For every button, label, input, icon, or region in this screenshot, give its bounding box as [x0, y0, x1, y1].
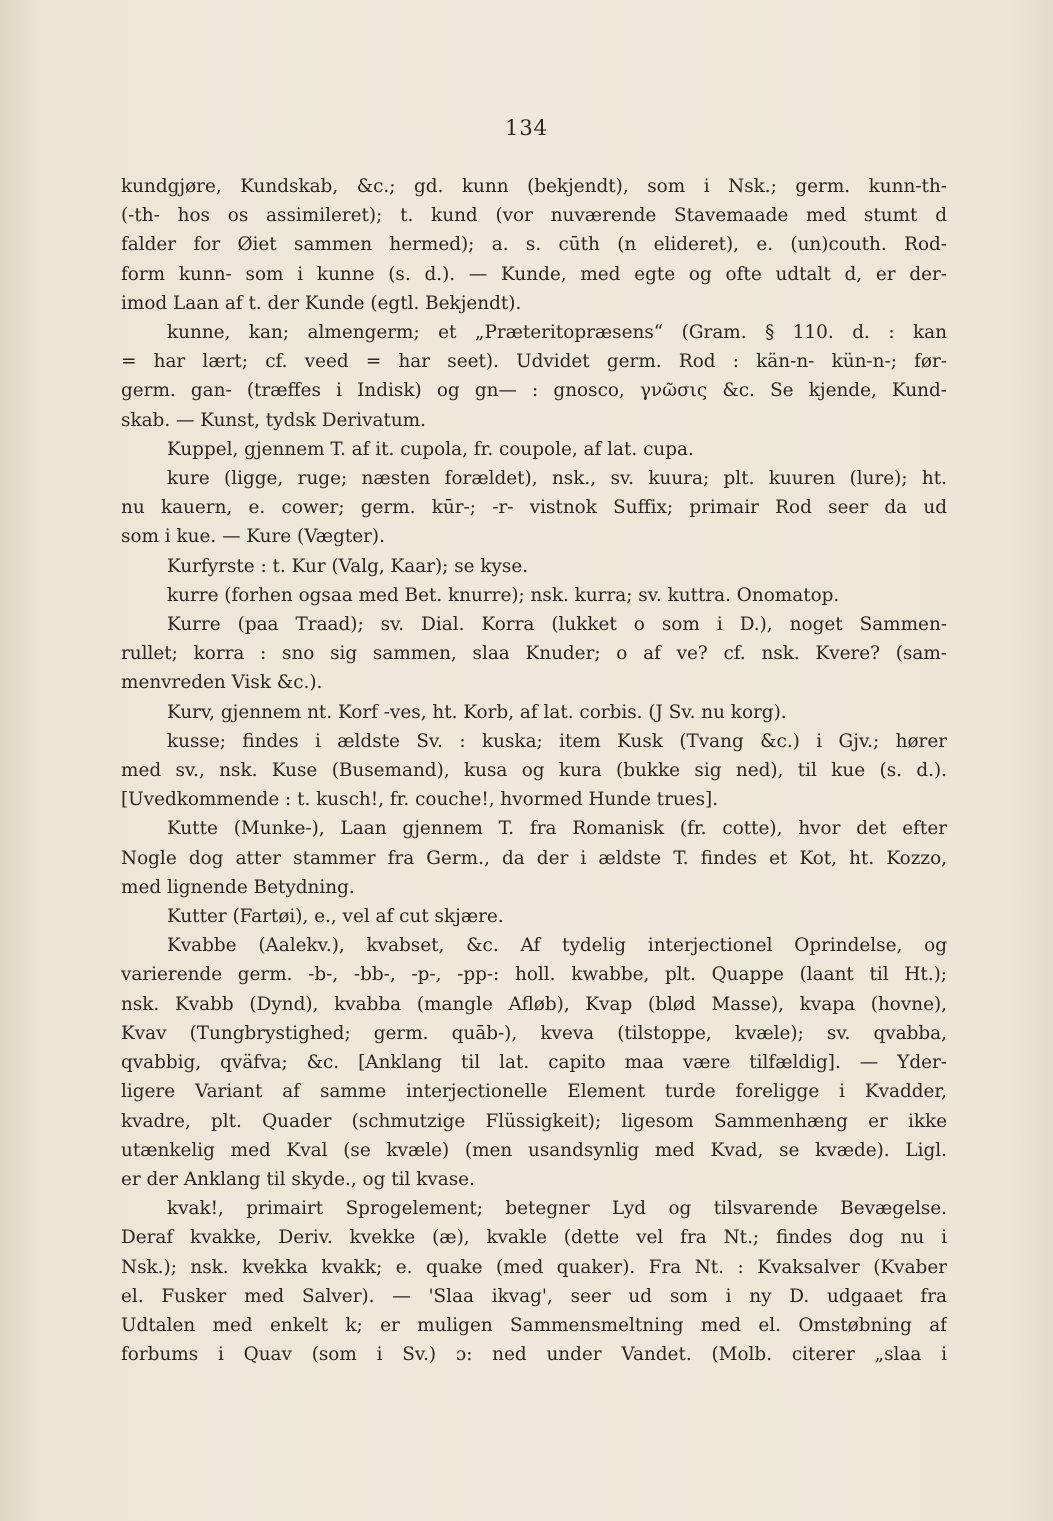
text-line: Nogle dog atter stammer fra Germ., da der i ældste T. findes et Kot, ht. Kozzo, — [121, 847, 947, 869]
text-line: [Uvedkommende : t. kusch!, fr. couche!, hvormed Hunde trues]. — [121, 789, 719, 811]
text-line: Kvav (Tungbrystighed; germ. quāb-), kveva (tilstoppe, kvæle); sv. qvabba, — [121, 1022, 947, 1044]
text-line: Kurre (paa Traad); sv. Dial. Korra (lukket o som i D.), noget Sammen- — [167, 614, 947, 636]
text-line: falder for Øiet sammen hermed); a. s. cūth (n elideret), e. (un)couth. Rod- — [121, 234, 947, 256]
entry-text-block — [121, 172, 947, 1369]
text-line: kvadre, plt. Quader (schmutzige Flüssigkeit); ligesom Sammenhæng er ikke — [121, 1110, 947, 1132]
text-line: kunne, kan; almengerm; et „Præteritopræsens“ (Gram. § 110. d. : kan — [167, 322, 947, 344]
text-line: kusse; findes i ældste Sv. : kuska; item Kusk (Tvang &c.) i Gjv.; hører — [167, 730, 947, 752]
text-line: Deraf kvakke, Deriv. kvekke (æ), kvakle (dette vel fra Nt.; findes dog nu i — [121, 1227, 947, 1249]
text-line: (-th- hos os assimileret); t. kund (vor nuværende Stavemaade med stumt d — [121, 205, 947, 227]
text-line: med lignende Betydning. — [121, 876, 355, 898]
text-line: Kutte (Munke-), Laan gjennem T. fra Romanisk (fr. cotte), hvor det efter — [167, 818, 947, 840]
text-line: kvak!, primairt Sprogelement; betegner Lyd og tilsvarende Bevægelse. — [167, 1198, 947, 1220]
text-line: varierende germ. -b-, -bb-, -p-, -pp-: holl. kwabbe, plt. Quappe (laant til Ht.); — [121, 964, 947, 986]
text-line: imod Laan af t. der Kunde (egtl. Bekjendt). — [121, 292, 522, 314]
text-line: nsk. Kvabb (Dynd), kvabba (mangle Afløb), Kvap (blød Masse), kvapa (hovne), — [121, 993, 947, 1015]
text-line: som i kue. — Kure (Vægter). — [121, 526, 385, 548]
text-line: er der Anklang til skyde., og til kvase. — [121, 1168, 475, 1190]
text-line: forbums i Quav (som i Sv.) ɔ: ned under Vandet. (Molb. citerer „slaa i — [121, 1344, 947, 1366]
text-line: utænkelig med Kval (se kvæle) (men usandsynlig med Kvad, se kvæde). Ligl. — [121, 1139, 947, 1161]
text-line: Kurfyrste : t. Kur (Valg, Kaar); se kyse. — [167, 555, 529, 577]
text-line: menvreden Visk &c.). — [121, 672, 323, 694]
text-line: kure (ligge, ruge; næsten forældet), nsk., sv. kuura; plt. kuuren (lure); ht. — [167, 468, 947, 490]
page-number: 134 — [504, 116, 549, 140]
text-line: kundgjøre, Kundskab, &c.; gd. kunn (bekjendt), som i Nsk.; germ. kunn-th- — [121, 176, 947, 197]
text-line: nu kauern, e. cower; germ. kūr-; -r- vistnok Suffix; primair Rod seer da ud — [121, 497, 947, 519]
text-line: el. Fusker med Salver). — 'Slaa ikvag', seer ud som i ny D. udgaaet fra — [121, 1285, 947, 1307]
text-line: med sv., nsk. Kuse (Busemand), kusa og kura (bukke sig ned), til kue (s. d.). — [121, 760, 947, 782]
text-line: form kunn- som i kunne (s. d.). — Kunde, med egte og ofte udtalt d, er der- — [121, 263, 947, 285]
text-line: rullet; korra : sno sig sammen, slaa Knuder; o af ve? cf. nsk. Kvere? (sam- — [121, 643, 947, 665]
text-line: ligere Variant af samme interjectionelle Element turde foreligge i Kvadder, — [121, 1081, 947, 1103]
text-line: germ. gan- (træffes i Indisk) og gn— : gnosco, γνῶσις &c. Se kjende, Kund- — [121, 380, 947, 402]
text-line: kurre (forhen ogsaa med Bet. knurre); nsk. kurra; sv. kuttra. Onomatop. — [167, 584, 840, 606]
text-line: Nsk.); nsk. kvekka kvakk; e. quake (med quaker). Fra Nt. : Kvaksalver (Kvaber — [121, 1256, 947, 1278]
text-line: skab. — Kunst, tydsk Derivatum. — [121, 409, 426, 431]
text-line: Kutter (Fartøi), e., vel af cut skjære. — [167, 906, 504, 928]
text-line: Kvabbe (Aalekv.), kvabset, &c. Af tydelig interjectionel Oprindelse, og — [167, 935, 947, 957]
text-line: Udtalen med enkelt k; er muligen Sammensmeltning med el. Omstøbning af — [121, 1314, 947, 1336]
text-line: = har lært; cf. veed = har seet). Udvidet germ. Rod : kän-n- kün-n-; før- — [121, 351, 947, 373]
text-line: Kuppel, gjennem T. af it. cupola, fr. coupole, af lat. cupa. — [167, 438, 694, 460]
text-line: qvabbig, qväfva; &c. [Anklang til lat. capito maa være tilfældig]. — Yder- — [121, 1052, 947, 1074]
text-line: Kurv, gjennem nt. Korf -ves, ht. Korb, af lat. corbis. (J Sv. nu korg). — [167, 701, 787, 723]
